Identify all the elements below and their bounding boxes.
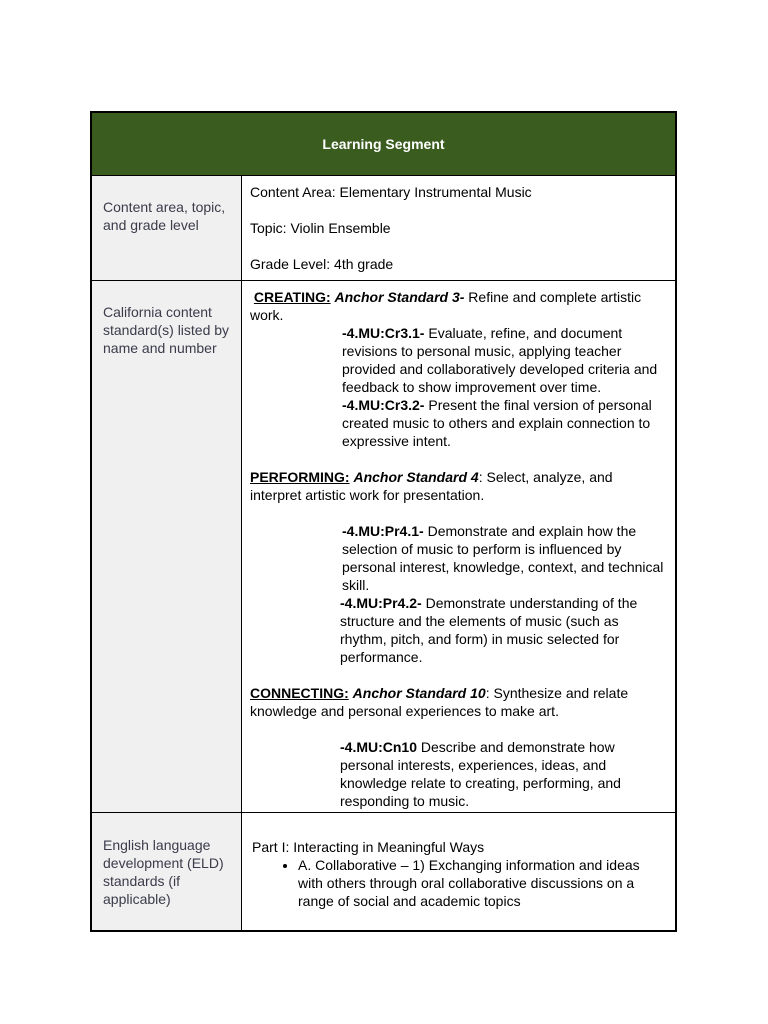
standard-item — [340, 594, 667, 666]
eld-row — [92, 813, 675, 930]
eld-value — [242, 813, 675, 930]
creating-heading: CREATING: — [253, 289, 331, 305]
performing-heading: PERFORMING: — [250, 469, 350, 485]
header-title: Learning Segment — [322, 136, 445, 152]
standards-label: California content standard(s) listed by name and number — [92, 281, 242, 812]
standard-text: Demonstrate and explain how the selection of music to perform is influenced by personal interest, knowledge, context, and technical skill. — [342, 523, 664, 593]
connecting-heading: CONNECTING: — [250, 685, 349, 701]
content-area-label: Content area, topic, and grade level — [92, 176, 242, 280]
standard-text: Present the final version of personal created music to others and explain connection to expressive intent. — [342, 397, 652, 449]
eld-bullet: • A. Collaborative – 1) Exchanging information and ideas with others through oral collaborative discussions on a range of social and academic topics — [298, 856, 667, 910]
standard-item — [342, 396, 667, 450]
standard-text: Evaluate, refine, and document revisions to personal music, applying teacher provided and collaboratively developed criteria and feedback to show improvement over time. — [342, 325, 658, 395]
standards-row — [92, 281, 675, 813]
standard-item — [342, 324, 667, 396]
performing-anchor: Anchor Standard 4 — [353, 469, 479, 485]
standard-code: -4.MU:Pr4.2- — [340, 595, 422, 611]
standard-item — [340, 738, 667, 810]
standard-code: -4.MU:Pr4.1- — [342, 523, 424, 539]
performing-text: : Select, analyze, and interpret artistic work for presentation. — [250, 469, 613, 503]
standard-code: -4.MU:Cn10 — [340, 739, 418, 755]
connecting-text: : Synthesize and relate knowledge and personal experiences to make art. — [250, 685, 629, 719]
content-area-row — [92, 176, 675, 281]
content-area-text: Content Area: Elementary Instrumental Music — [250, 184, 532, 200]
standard-item — [342, 522, 667, 594]
grade-text: Grade Level: 4th grade — [250, 256, 394, 272]
learning-segment-table — [90, 111, 677, 932]
standards-value — [242, 281, 675, 812]
performing-paragraph — [250, 468, 667, 504]
connecting-paragraph — [250, 684, 667, 720]
standard-code: -4.MU:Cr3.2- — [342, 397, 425, 413]
topic-text: Topic: Violin Ensemble — [250, 220, 391, 236]
creating-paragraph — [250, 288, 667, 324]
content-area-value — [242, 176, 675, 280]
standard-text: Describe and demonstrate how personal interests, experiences, ideas, and knowledge relate to creating, performing, and responding to music. — [340, 739, 621, 809]
eld-bullets — [252, 856, 667, 910]
creating-anchor: Anchor Standard 3- — [334, 289, 465, 305]
creating-text: Refine and complete artistic work. — [250, 289, 642, 323]
eld-part: Part I: Interacting in Meaningful Ways — [252, 839, 485, 855]
eld-label: English language development (ELD) standards (if applicable) — [92, 813, 242, 930]
standard-text: Demonstrate understanding of the structure and the elements of music (such as rhythm, pitch, and form) in music selected for performance. — [340, 595, 638, 665]
standard-code: -4.MU:Cr3.1- — [342, 325, 425, 341]
connecting-anchor: Anchor Standard 10 — [352, 685, 486, 701]
table-header — [92, 113, 675, 176]
